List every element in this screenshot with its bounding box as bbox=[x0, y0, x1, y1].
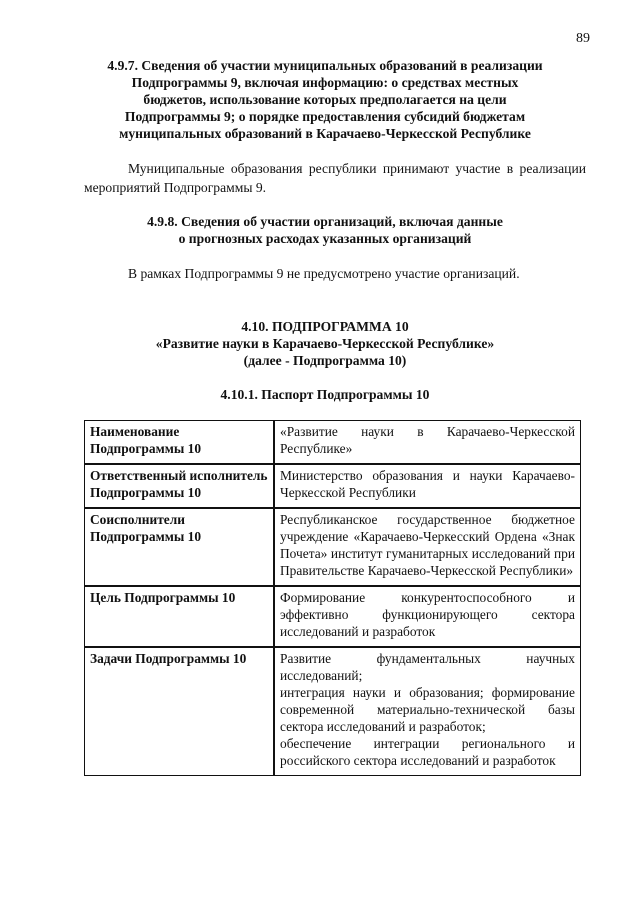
table-row bbox=[85, 464, 581, 508]
heading-line: 4.10. ПОДПРОГРАММА 10 bbox=[241, 319, 409, 334]
section-4-9-8-heading bbox=[60, 213, 590, 247]
heading-line: муниципальных образований в Карачаево-Черкесской Республике bbox=[119, 126, 531, 141]
section-4-9-8-paragraph bbox=[84, 264, 586, 283]
heading-line: «Развитие науки в Карачаево-Черкесской Республике» bbox=[155, 336, 495, 351]
table-row bbox=[85, 421, 581, 465]
table-row bbox=[85, 647, 581, 776]
page-number: 89 bbox=[576, 31, 590, 46]
row-label: Цель Подпрограммы 10 bbox=[85, 586, 275, 647]
row-value: Министерство образования и науки Карачаево-Черкесской Республики bbox=[274, 464, 581, 508]
table-row bbox=[85, 586, 581, 647]
row-label: Ответственный исполнитель Подпрограммы 10 bbox=[85, 464, 275, 508]
row-value: «Развитие науки в Карачаево-Черкесской Республике» bbox=[274, 421, 581, 465]
table-row bbox=[85, 508, 581, 586]
subprogram-10-heading bbox=[60, 318, 590, 369]
heading-line: Подпрограммы 9, включая информацию: о средствах местных bbox=[131, 75, 519, 90]
passport-table bbox=[84, 420, 581, 776]
row-label: Соисполнители Подпрограммы 10 bbox=[85, 508, 275, 586]
section-4-9-7-paragraph bbox=[84, 159, 586, 197]
paragraph-text: В рамках Подпрограммы 9 не предусмотрено участие организаций. bbox=[128, 266, 520, 281]
row-value: Республиканское государственное бюджетное учреждение «Карачаево-Черкесский Ордена «Знак Почета» институт гуманитарных исследований при Правительстве Карачаево-Черкесской Республики» bbox=[274, 508, 581, 586]
section-4-9-7-heading bbox=[60, 57, 590, 142]
heading-line: о прогнозных расходах указанных организаций bbox=[178, 231, 472, 246]
paragraph-text: Муниципальные образования республики принимают участие в реализации мероприятий Подпрограммы 9. bbox=[84, 161, 586, 195]
row-label: Наименование Подпрограммы 10 bbox=[85, 421, 275, 465]
heading-line: 4.9.8. Сведения об участии организаций, включая данные bbox=[147, 214, 503, 229]
passport-title bbox=[60, 386, 590, 403]
row-label: Задачи Подпрограммы 10 bbox=[85, 647, 275, 776]
passport-title-text: 4.10.1. Паспорт Подпрограммы 10 bbox=[220, 387, 430, 402]
heading-line: 4.9.7. Сведения об участии муниципальных образований в реализации bbox=[107, 58, 543, 73]
heading-line: (далее - Подпрограмма 10) bbox=[243, 353, 407, 368]
row-value: Формирование конкурентоспособного и эффективно функционирующего сектора исследований и разработок bbox=[274, 586, 581, 647]
heading-line: Подпрограммы 9; о порядке предоставления субсидий бюджетам bbox=[124, 109, 526, 124]
heading-line: бюджетов, использование которых предполагается на цели bbox=[143, 92, 507, 107]
row-value: Развитие фундаментальных научных исследований; интеграция науки и образования; формирование современной материально-технической базы сектора исследований и разработок; обеспечение интеграции регионального и российского сектора исследований и разработок bbox=[274, 647, 581, 776]
